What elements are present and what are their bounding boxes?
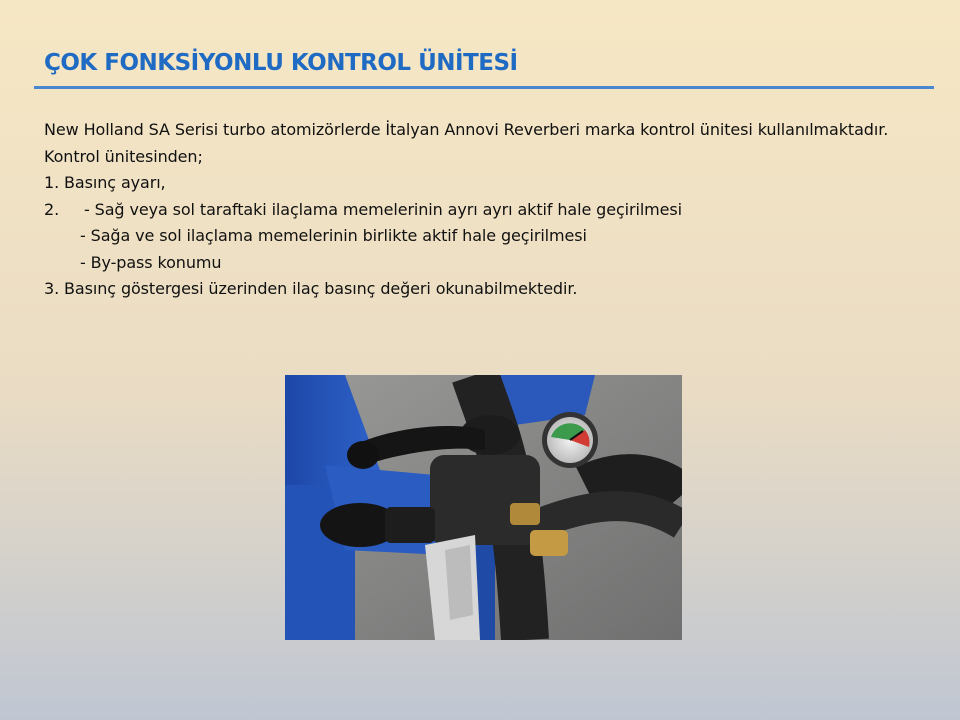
list-item-1: 1. Basınç ayarı, (44, 173, 166, 192)
list-item-2-number: 2. (44, 199, 60, 219)
slide-title: ÇOK FONKSİYONLU KONTROL ÜNİTESİ (44, 50, 518, 76)
body-text (44, 117, 924, 303)
lead-line: Kontrol ünitesinden; (44, 146, 203, 166)
title-divider (34, 86, 934, 89)
list-item-2b: - Sağa ve sol ilaçlama memelerinin birlikte aktif hale geçirilmesi (80, 226, 587, 245)
intro-paragraph: New Holland SA Serisi turbo atomizörlerde İtalyan Annovi Reverberi marka kontrol ünitesi kullanılmaktadır. (44, 120, 889, 139)
control-unit-photo (285, 375, 682, 640)
list-item-2 (44, 197, 924, 224)
list-item-3: 3. Basınç göstergesi üzerinden ilaç basınç değeri okunabilmektedir. (44, 279, 578, 298)
list-item-2c: - By-pass konumu (80, 252, 222, 272)
list-item-2a: - Sağ veya sol taraftaki ilaçlama memelerinin ayrı ayrı aktif hale geçirilmesi (84, 199, 682, 219)
